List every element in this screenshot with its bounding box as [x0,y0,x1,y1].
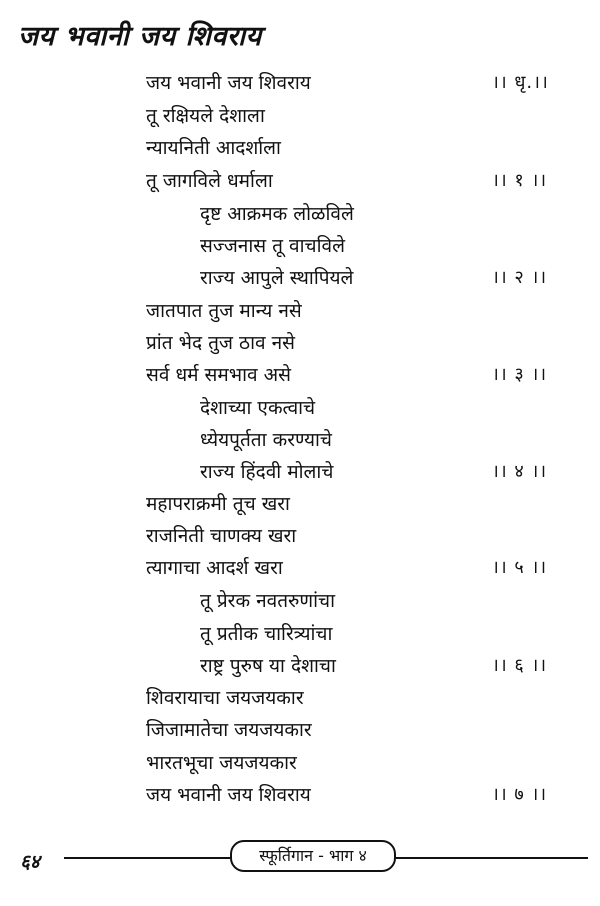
page-number: ६४ [20,851,40,873]
poem-line: राज्य हिंदवी मोलाचे [200,461,334,483]
poem-line: राजनिती चाणक्य खरा [146,525,297,547]
book-label: स्फूर्तिगान - भाग ४ [230,840,396,872]
poem-line: जय भवानी जय शिवराय [146,784,311,806]
verse-marker: ।। १ ।। [492,170,548,191]
poem-line: तू जागविले धर्माला [146,170,273,192]
poem-line: देशाच्या एकत्वाचे [200,397,316,419]
poem-line: त्यागाचा आदर्श खरा [146,557,283,579]
verse-marker: ।। ३ ।। [492,364,548,385]
poem-line: राज्य आपुले स्थापियले [200,267,354,289]
poem-line: प्रांत भेद तुज ठाव नसे [146,332,296,354]
verse-marker: ।। ५ ।। [492,557,548,578]
footer-rule [396,857,588,859]
poem-line: तू रक्षियले देशाला [146,105,265,127]
poem-line: राष्ट्र पुरुष या देशाचा [200,655,336,677]
verse-marker: ।। ६ ।। [492,655,548,676]
poem-title: जय भवानी जय शिवराय [18,21,262,52]
poem-line: सर्व धर्म समभाव असे [146,364,291,386]
verse-marker: ।। धृ.।। [492,72,549,93]
verse-marker: ।। ४ ।। [492,461,548,482]
poem-line: तू प्रतीक चारित्र्यांचा [200,623,333,645]
poem-line: सज्जनास तू वाचविले [200,235,345,257]
poem-line: महापराक्रमी तूच खरा [146,493,290,515]
poem-line: दृष्ट आक्रमक लोळविले [200,203,354,225]
poem-line: ध्येयपूर्तता करण्याचे [200,429,332,451]
verse-marker: ।। २ ।। [492,267,548,288]
poem-line: तू प्रेरक नवतरुणांचा [200,590,336,612]
footer-rule [64,857,230,859]
page-footer [0,840,600,876]
poem-line: शिवरायाचा जयजयकार [146,687,304,709]
poem-line: भारतभूचा जयजयकार [146,752,297,774]
poem-line: जिजामातेचा जयजयकार [146,719,312,741]
poem-line: जय भवानी जय शिवराय [146,72,311,94]
poem-line: न्यायनिती आदर्शाला [146,137,281,159]
poem-line: जातपात तुज मान्य नसे [146,300,302,322]
verse-marker: ।। ७ ।। [492,784,548,805]
